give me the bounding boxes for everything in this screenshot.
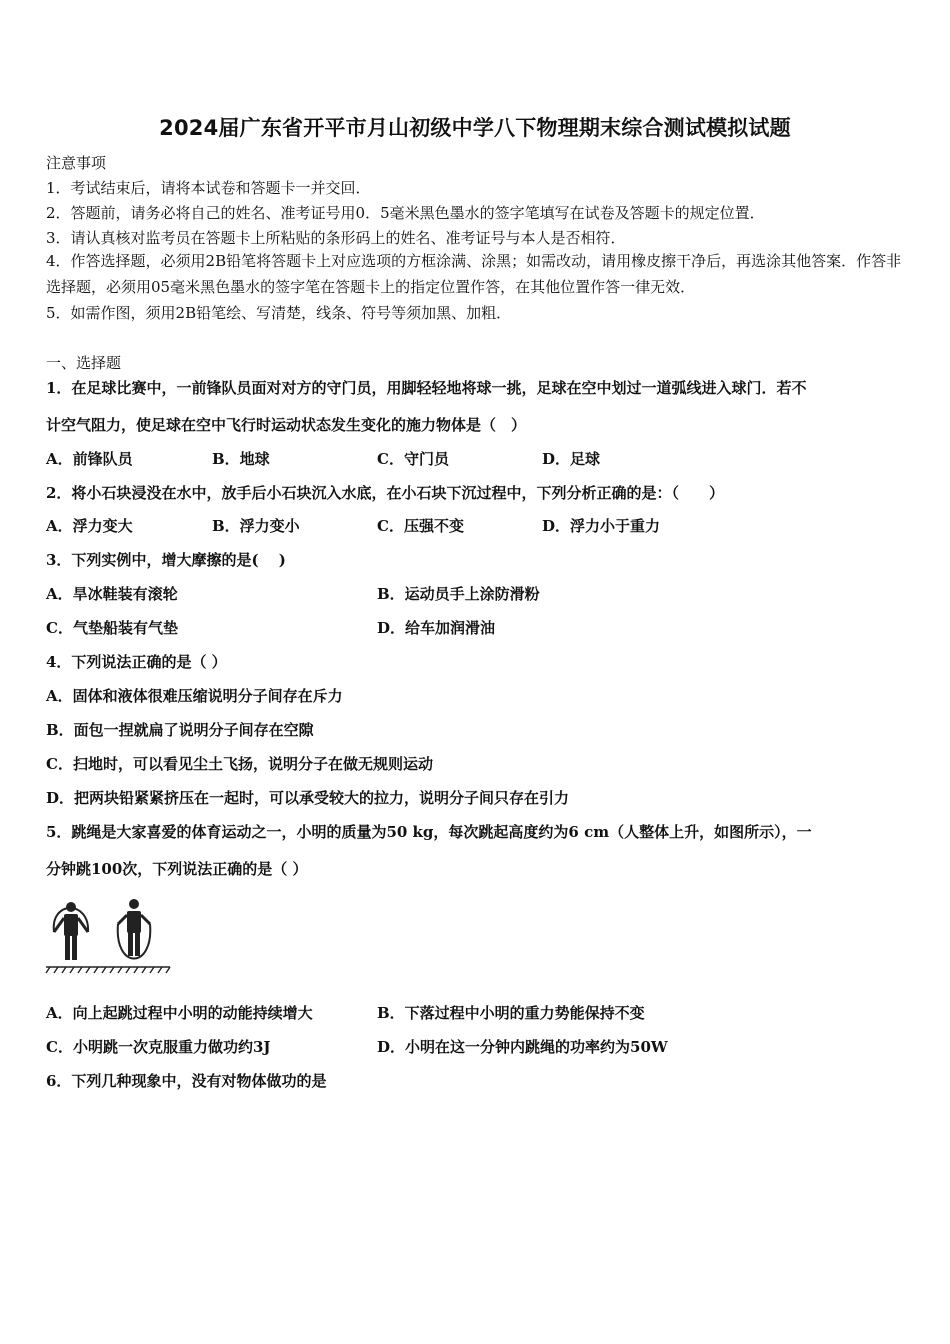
note-item-1: 1．考试结束后，请将本试卷和答题卡一并交回． [46, 179, 371, 197]
question-3-option-a: A．旱冰鞋装有滚轮 [46, 585, 178, 603]
question-3-option-b: B．运动员手上涂防滑粉 [377, 585, 540, 603]
question-4-option-b: B．面包一捏就扁了说明分子间存在空隙 [46, 721, 314, 739]
note-item-4: 4．作答选择题，必须用2B铅笔将答题卡上对应选项的方框涂满、涂黑；如需改动，请用橡皮擦干净后，再选涂其他答案．作答非选择题，必须用05毫米黑色墨水的签字笔在答题卡上的指定位置作答，在其他位置作答一律无效． [46, 252, 902, 296]
note-item-5: 5．如需作图，须用2B铅笔绘、写清楚，线条、符号等须加黑、加粗． [46, 304, 512, 322]
page-title: 2024届广东省开平市月山初级中学八下物理期末综合测试模拟试题 [159, 116, 791, 140]
ground-line [46, 967, 170, 973]
question-1-option-c: C．守门员 [377, 450, 449, 468]
question-4-option-d: D．把两块铅紧紧挤压在一起时，可以承受较大的拉力，说明分子间只存在引力 [46, 789, 570, 807]
notes-heading: 注意事项 [46, 154, 107, 172]
question-4-option-a: A．固体和液体很难压缩说明分子间存在斥力 [46, 687, 343, 705]
question-5-line-1: 5．跳绳是大家喜爱的体育运动之一，小明的质量为50 kg，每次跳起高度约为6 cm（人整体上升，如图所示），一 [46, 823, 812, 841]
jumper-2-icon [118, 899, 151, 959]
question-2-option-c: C．压强不变 [377, 517, 464, 535]
section-heading: 一、选择题 [46, 354, 122, 372]
question-2-option-a: A．浮力变大 [46, 517, 133, 535]
question-5-option-a: A．向上起跳过程中小明的动能持续增大 [46, 1004, 313, 1022]
question-3-option-d: D．给车加润滑油 [377, 619, 496, 637]
question-4-line-1: 4．下列说法正确的是（ ） [46, 653, 227, 671]
note-item-2: 2．答题前，请务必将自己的姓名、准考证号用0．5毫米黑色墨水的签字笔填写在试卷及答题卡的规定位置． [46, 204, 765, 222]
question-5-option-b: B．下落过程中小明的重力势能保持不变 [377, 1004, 645, 1022]
question-3-option-c: C．气垫船装有气垫 [46, 619, 178, 637]
question-3-line-1: 3．下列实例中，增大摩擦的是( ) [46, 551, 286, 569]
question-1-option-d: D．足球 [542, 450, 601, 468]
question-6-line-1: 6．下列几种现象中，没有对物体做功的是 [46, 1072, 327, 1090]
question-2-option-d: D．浮力小于重力 [542, 517, 661, 535]
question-2-line-1: 2．将小石块浸没在水中，放手后小石块沉入水底，在小石块下沉过程中，下列分析正确的是：（ ） [46, 484, 724, 502]
question-1-option-a: A．前锋队员 [46, 450, 133, 468]
question-5-line-2: 分钟跳100次，下列说法正确的是（ ） [46, 860, 308, 878]
question-2-option-b: B．浮力变小 [212, 517, 300, 535]
rope-jumping-figure [44, 890, 172, 976]
note-item-3: 3．请认真核对监考员在答题卡上所粘贴的条形码上的姓名、准考证号与本人是否相符． [46, 229, 626, 247]
question-1-option-b: B．地球 [212, 450, 270, 468]
jumper-1-icon [54, 902, 88, 960]
question-5-option-c: C．小明跳一次克服重力做功约3J [46, 1038, 271, 1056]
question-5-option-d: D．小明在这一分钟内跳绳的功率约为50W [377, 1038, 668, 1056]
question-1-line-1: 1．在足球比赛中，一前锋队员面对对方的守门员，用脚轻轻地将球一挑，足球在空中划过一道弧线进入球门．若不 [46, 379, 807, 397]
question-4-option-c: C．扫地时，可以看见尘土飞扬，说明分子在做无规则运动 [46, 755, 433, 773]
question-1-line-2: 计空气阻力，使足球在空中飞行时运动状态发生变化的施力物体是（ ） [46, 416, 527, 434]
